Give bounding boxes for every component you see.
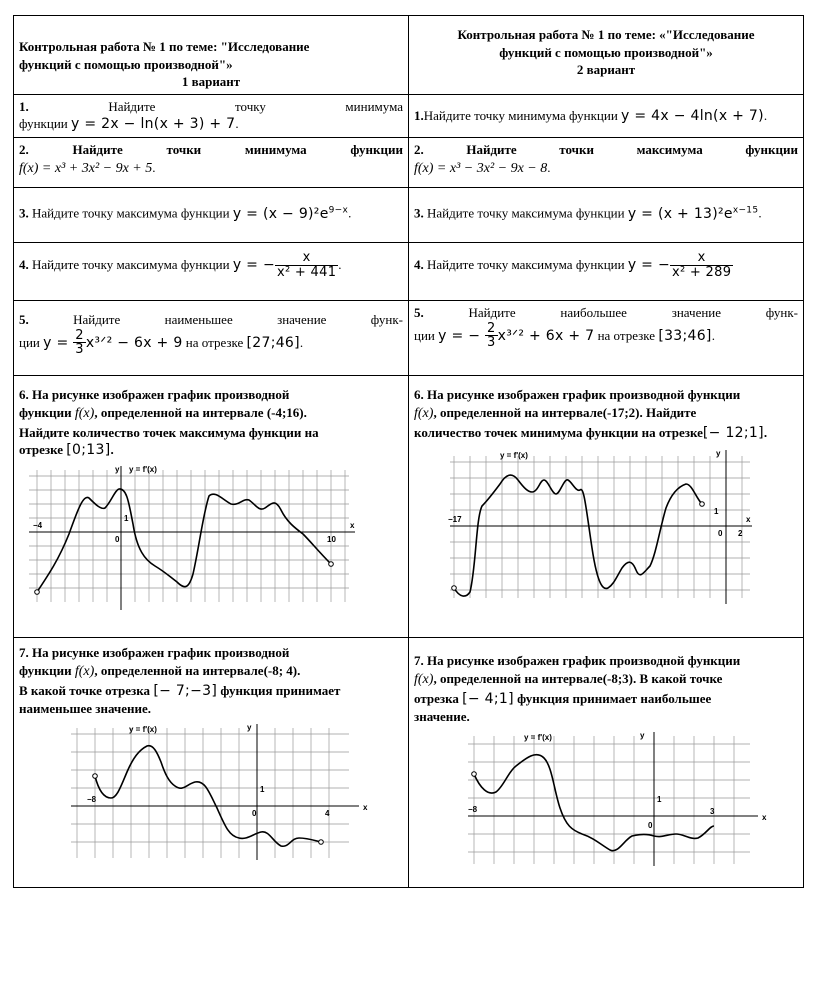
formula: y = $\frac{2}{3}$ x³ᐟ² − 6x + 9	[43, 327, 183, 358]
task-text: на отрезке	[597, 327, 656, 343]
punct: .	[338, 257, 342, 273]
endpoint	[452, 586, 457, 591]
task-text: функции	[19, 116, 68, 132]
task-text: 7. На рисунке изображен график производной	[19, 645, 290, 661]
task-text: 6. На рисунке изображен график производной	[19, 387, 290, 403]
x-axis-label: x	[363, 802, 368, 812]
formula: f(x) = x³ − 3x² − 9x − 8	[414, 160, 548, 176]
punct: .	[547, 159, 551, 175]
task-text: Найдите точку максимума функции	[427, 257, 625, 273]
tick-label: 1	[260, 784, 265, 794]
grid	[450, 456, 750, 598]
segment: [− 12;1]	[702, 424, 764, 441]
task-text: точку	[235, 98, 266, 114]
task-6-v1: 6. На рисунке изображен график производной функции f(x), определенной на интервале (-4;16). Найдите количество точек максимума функции на отрезке [0;13]. y y = f'(x) x −4 10 1 0	[14, 376, 409, 638]
formula: y = − $\frac{x}{\text{x² + 289}}$	[627, 250, 732, 280]
task-number: 3.	[19, 205, 29, 221]
y-axis-label: y	[115, 464, 120, 474]
x-axis-label: x	[746, 515, 751, 525]
derivative-curve	[37, 489, 331, 592]
punct: .	[235, 116, 239, 132]
y-axis-label: y	[716, 449, 721, 459]
task-number: 5.	[19, 312, 29, 328]
derivative-curve	[95, 746, 321, 847]
axes	[468, 732, 758, 866]
tick-label: −8	[468, 804, 478, 814]
derivative-graph-7-v1	[59, 722, 399, 862]
task-1-v1	[14, 94, 409, 137]
task-text: на отрезке	[185, 334, 244, 350]
task-text: Найдите	[468, 305, 516, 321]
grid	[468, 736, 750, 864]
task-number: 3.	[414, 205, 424, 221]
formula: f(x) = x³ + 3x² − 9x + 5	[19, 160, 153, 176]
task-2-v2	[409, 138, 804, 188]
tick-label: 2	[738, 529, 743, 539]
task-2-v1	[14, 138, 409, 188]
variant-label: 2 вариант	[576, 62, 636, 78]
endpoint	[700, 502, 705, 507]
formula: $y = (x - 9)^2e^{9-x}$	[232, 205, 349, 222]
task-text: наименьшее значение.	[19, 701, 152, 717]
punct: .	[348, 205, 352, 221]
function-label: y = f'(x)	[129, 464, 157, 474]
derivative-graph-7-v2	[454, 730, 794, 868]
tick-label: −17	[448, 515, 462, 525]
segment: [0;13]	[66, 442, 111, 459]
task-4-v2	[409, 243, 804, 301]
task-text: 6. На рисунке изображен график производной функции	[414, 387, 741, 403]
segment: [− 7;−3]	[153, 682, 218, 699]
tick-label: 0	[648, 820, 653, 830]
tick-label: −8	[87, 794, 97, 804]
tick-label: 0	[115, 534, 120, 544]
task-4-v1	[14, 243, 409, 301]
axes	[71, 724, 359, 860]
task-text: Найдите	[73, 312, 121, 328]
function-label: y = f'(x)	[500, 451, 528, 461]
task-text: Найдите точку максимума функции	[427, 205, 625, 221]
task-text: максимума	[636, 142, 703, 158]
tick-label: 0	[718, 529, 723, 539]
task-text: Найдите	[72, 142, 123, 158]
task-number: 4.	[414, 257, 424, 273]
endpoint	[35, 590, 40, 595]
task-text: точки	[559, 142, 594, 158]
tick-label: 1	[124, 513, 129, 523]
task-text: функции	[350, 142, 403, 158]
header-variant-2	[409, 16, 804, 95]
tick-label: 10	[327, 534, 336, 544]
endpoint	[319, 840, 324, 845]
task-text: наибольшее	[560, 305, 627, 321]
task-number: 2.	[19, 142, 29, 158]
task-7-v2: 7. На рисунке изображен график производной функции f(x), определенной на интервале(-8;3). В какой точке отрезка [− 4;1] функция принимает наибольшее значение. y y = f'(x) x −8 3 1 0	[409, 638, 804, 888]
endpoint	[472, 772, 477, 777]
header-line: функций с помощью производной"»	[499, 44, 713, 60]
punct: .	[299, 334, 304, 350]
punct: .	[758, 205, 762, 221]
task-7-v1: 7. На рисунке изображен график производной функции f(x), определенной на интервале(-8; 4). В какой точке отрезка [− 7;−3] функция принимает наименьшее значение. y y = f'(x) x −8 4 1 0	[14, 638, 409, 888]
header-variant-1	[14, 16, 409, 95]
axes	[450, 450, 752, 604]
task-number: 1.	[19, 98, 29, 114]
function-label: y = f'(x)	[129, 724, 157, 734]
segment: [− 4;1]	[462, 690, 514, 707]
task-text: Найдите количество точек максимума функции на	[19, 424, 319, 440]
header-line: Контрольная работа № 1 по теме: "Исследование	[19, 39, 310, 54]
task-number: 2.	[414, 142, 424, 158]
task-number: 1.	[414, 107, 424, 123]
task-3-v2	[409, 188, 804, 243]
task-text: минимума	[244, 142, 307, 158]
task-text: ции	[414, 327, 435, 343]
tick-label: 4	[325, 808, 330, 818]
punct: .	[152, 159, 156, 175]
task-text: Найдите	[108, 98, 156, 114]
test-sheet	[13, 15, 804, 888]
derivative-graph-6-v1	[19, 464, 359, 614]
formula: y = 4x − 4ln(x + 7)	[621, 107, 764, 124]
x-axis-label: x	[350, 520, 355, 530]
derivative-graph-6-v2	[414, 448, 754, 608]
y-axis-label: y	[640, 730, 645, 740]
endpoint	[93, 774, 98, 779]
task-text: значение	[671, 305, 722, 321]
tick-label: 1	[657, 794, 662, 804]
task-text: наименьшее	[164, 312, 233, 328]
derivative-curve	[454, 475, 702, 596]
task-text: ции	[19, 334, 40, 350]
task-text: значение	[277, 312, 327, 328]
task-1-v2	[409, 94, 804, 137]
task-3-v1	[14, 188, 409, 243]
task-5-v1	[14, 301, 409, 376]
task-text: значение.	[414, 709, 470, 725]
task-text: 7. На рисунке изображен график производной функции	[414, 653, 741, 669]
task-6-v2: 6. На рисунке изображен график производной функции f(x), определенной на интервале(-17;2). Найдите количество точек минимума функции на отрезке[− 12;1]. y y = f'(x) x −17 2 1 0	[409, 376, 804, 638]
y-axis-label: y	[247, 722, 252, 732]
punct: .	[763, 107, 768, 123]
task-text: минимума	[345, 98, 403, 114]
segment: [27;46]	[246, 334, 300, 351]
task-text: функции	[745, 142, 798, 158]
task-text: точки	[166, 142, 202, 158]
task-text: функ-	[370, 312, 403, 328]
task-number: 4.	[19, 257, 29, 273]
formula: y = 2x − ln(x + 3) + 7	[71, 116, 236, 133]
tick-label: 3	[710, 806, 715, 816]
header-line: функций с помощью производной"»	[19, 56, 233, 72]
function-label: y = f'(x)	[524, 732, 552, 742]
header-line: Контрольная работа № 1 по теме: «"Исследование	[457, 27, 755, 42]
tick-label: −4	[33, 520, 43, 530]
grid	[29, 470, 349, 602]
task-number: 5.	[414, 305, 424, 321]
formula: $y = (x + 13)^2e^{x-15}$	[627, 205, 759, 222]
formula: y = − $\frac{2}{3}$ x³ᐟ² + 6x + 7	[438, 320, 595, 351]
variant-label: 1 вариант	[181, 74, 241, 90]
segment: [33;46]	[658, 327, 712, 344]
task-5-v2	[409, 301, 804, 376]
punct: .	[711, 327, 715, 343]
endpoint	[329, 562, 334, 567]
tick-label: 1	[714, 507, 719, 517]
task-text: Найдите	[466, 142, 517, 158]
tick-label: 0	[252, 808, 257, 818]
task-text: функ-	[765, 305, 798, 321]
task-text: Найдите точку максимума функции	[32, 257, 230, 273]
task-text: Найдите точку минимума функции	[423, 107, 618, 123]
task-text: Найдите точку максимума функции	[32, 205, 230, 221]
formula: y = − $\frac{x}{\text{x² + 441}}$	[232, 250, 337, 280]
x-axis-label: x	[762, 812, 767, 822]
